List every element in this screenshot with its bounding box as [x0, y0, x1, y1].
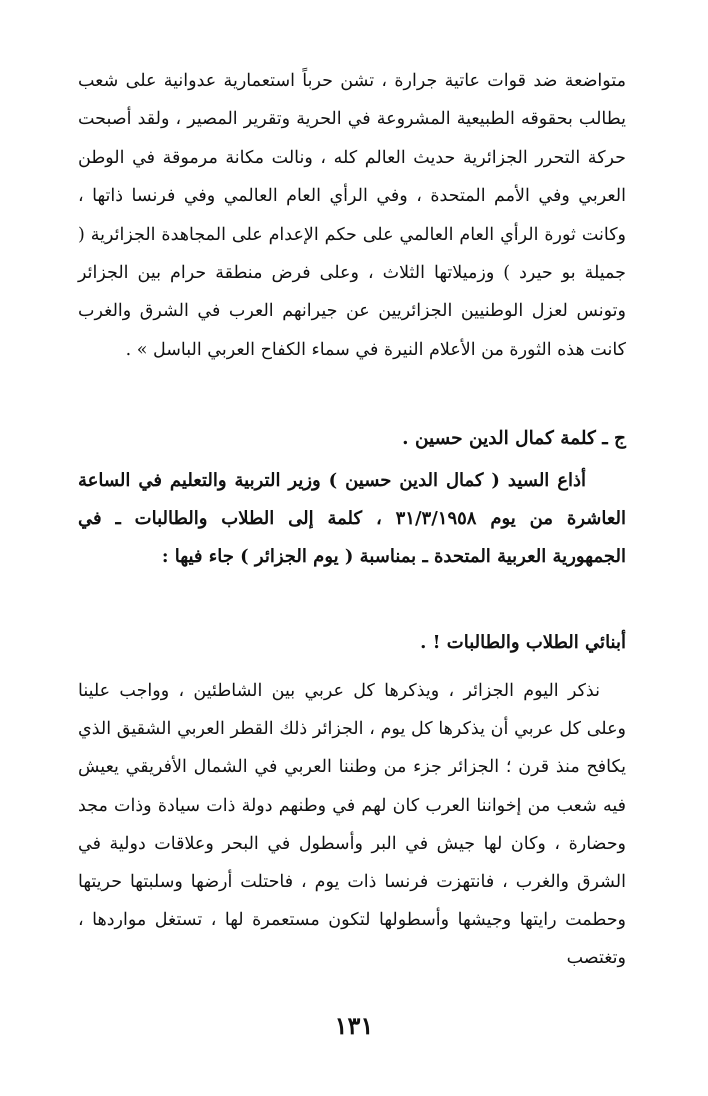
body-paragraph-2: أذاع السيد ( كمال الدين حسين ) وزير التربية والتعليم في الساعة العاشرة من يوم ٣١/٣/١٩٥٨ ، كلمة إلى الطلاب والطالبات ـ في الجمهورية العربية المتحدة ـ بمناسبة ( يوم الجزائر ) جاء فيها : [78, 470, 627, 567]
address-line: أبنائي الطلاب والطالبات ! . [420, 632, 626, 653]
section-heading: ج ـ كلمة كمال الدين حسين . [402, 428, 626, 449]
body-paragraph-3: نذكر اليوم الجزائر ، ويذكرها كل عربي بين الشاطئين ، وواجب علينا وعلى كل عربي أن يذكرها كل يوم ، الجزائر ذلك القطر العربي الشقيق الذي يكافح منذ قرن ؛ الجزائر جزء من وطننا العربي في الشمال الأفريقي يعيش فيه شعب من إخواننا العرب كان لهم في وطنهم دولة ذات سيادة وذات مجد وحضارة ، وكان لها جيش في البر وأسطول في البحر وعلاقات دولية في الشرق والغرب ، فانتهزت فرنسا ذات يوم ، فاحتلت أرضها وسلبتها حريتها وحطمت رايتها وجيشها وأسطولها لتكون مستعمرة لها ، تستغل مواردها ، وتغتصب [78, 681, 626, 969]
page-number: ١٣١ [334, 1011, 374, 1040]
body-paragraph-1: متواضعة ضد قوات عاتية جرارة ، تشن حرباً استعمارية عدوانية على شعب يطالب بحقوقه الطبيعية المشروعة في الحرية وتقرير المصير ، ولقد أصبحت حركة التحرر الجزائرية حديث العالم كله ، ونالت مكانة مرموقة في الوطن العربي وفي الأمم المتحدة ، وفي الرأي العام العالمي وفي فرنسا ذاتها ، وكانت ثورة الرأي العام العالمي على حكم الإعدام على المجاهدة الجزائرية ( جميلة بو حيرد ) وزميلاتها الثلاث ، وعلى فرض منطقة حرام بين الجزائر وتونس لعزل الوطنيين الجزائريين عن جيرانهم العرب في الشرق والغرب كانت هذه الثورة من الأعلام النيرة في سماء الكفاح العربي الباسل » . [78, 71, 626, 360]
